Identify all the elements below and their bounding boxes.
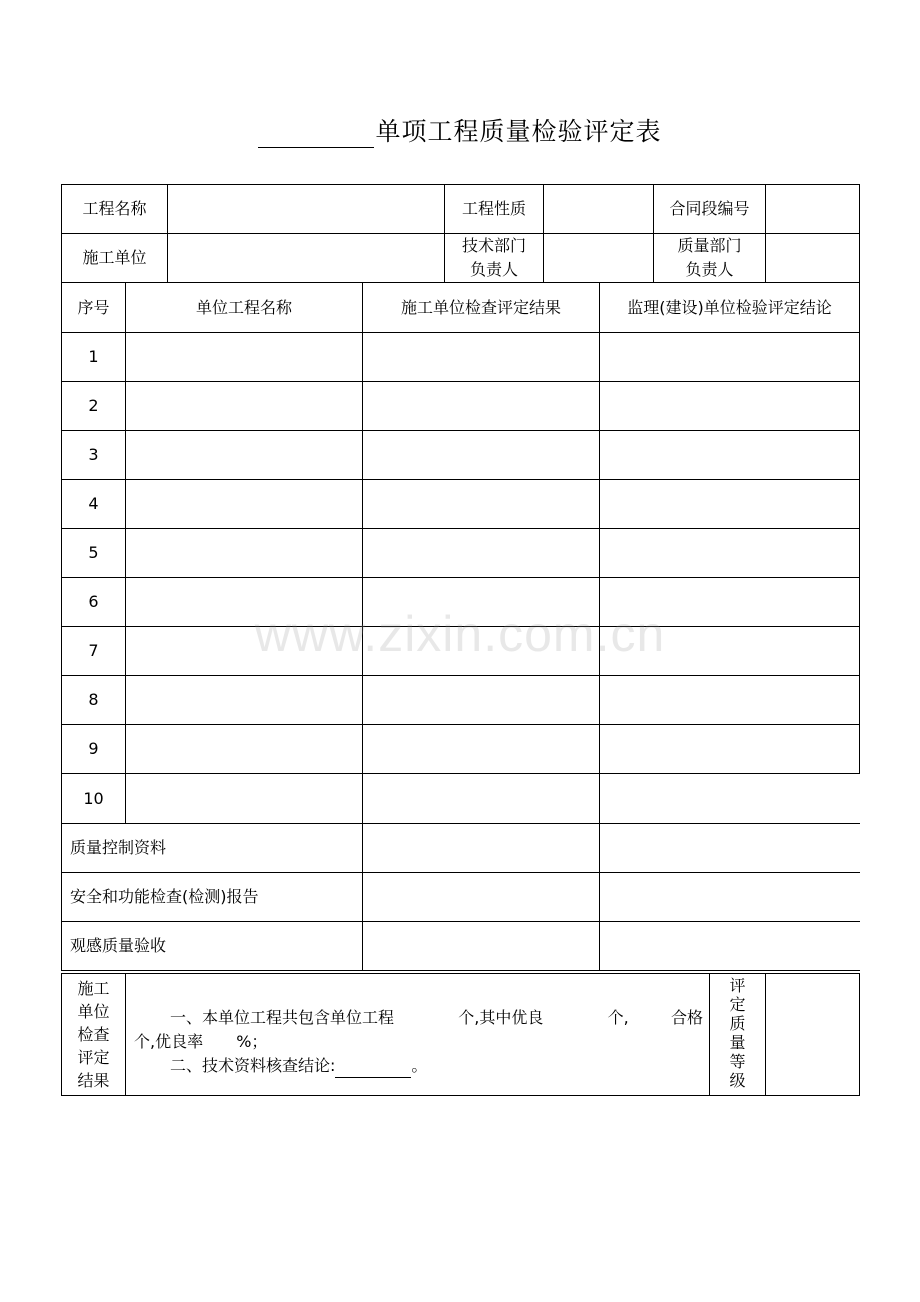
unit-name-cell[interactable] bbox=[126, 333, 363, 382]
row-number: 7 bbox=[62, 627, 126, 676]
tech-dept-label bbox=[445, 234, 544, 283]
unit-name-cell[interactable] bbox=[126, 725, 363, 774]
safety-report-supervisor-cell[interactable] bbox=[600, 873, 860, 922]
summary-line-1-d: 合格 bbox=[670, 1007, 703, 1027]
watermark: www.zixin.com.cn bbox=[254, 606, 666, 662]
unit-name-cell[interactable] bbox=[126, 676, 363, 725]
contractor-result-cell[interactable] bbox=[363, 382, 600, 431]
quality-dept-label-line1: 质量部门 bbox=[677, 236, 742, 255]
table-row bbox=[62, 431, 860, 480]
summary-line-1 bbox=[134, 1006, 703, 1030]
appearance-supervisor-cell[interactable] bbox=[600, 922, 860, 971]
safety-report-label: 安全和功能检查(检测)报告 bbox=[62, 873, 363, 922]
quality-dept-label bbox=[654, 234, 766, 283]
quality-control-supervisor-cell[interactable] bbox=[600, 824, 860, 873]
contract-no-label: 合同段编号 bbox=[654, 185, 766, 234]
supervisor-result-cell[interactable] bbox=[600, 627, 860, 676]
unit-name-cell[interactable] bbox=[126, 382, 363, 431]
contractor-result-cell[interactable] bbox=[363, 578, 600, 627]
project-nature-field[interactable] bbox=[544, 185, 654, 234]
contractor-result-cell[interactable] bbox=[363, 774, 600, 824]
col-header-contractor-result: 施工单位检查评定结果 bbox=[363, 283, 600, 333]
tech-dept-field[interactable] bbox=[544, 234, 654, 283]
supervisor-result-cell[interactable] bbox=[600, 529, 860, 578]
table-row bbox=[62, 774, 860, 824]
contractor-result-cell[interactable] bbox=[363, 480, 600, 529]
row-number: 4 bbox=[62, 480, 126, 529]
summary-line-1-b: 个,其中优良 bbox=[458, 1007, 544, 1027]
quality-control-label: 质量控制资料 bbox=[62, 824, 363, 873]
contractor-check-label bbox=[62, 974, 126, 1096]
unit-name-cell[interactable] bbox=[126, 480, 363, 529]
unit-name-cell[interactable] bbox=[126, 529, 363, 578]
footer-table bbox=[61, 973, 860, 1096]
unit-name-cell[interactable] bbox=[126, 431, 363, 480]
contractor-result-cell[interactable] bbox=[363, 676, 600, 725]
summary-line-1-a: 一、本单位工程共包含单位工程 bbox=[170, 1007, 395, 1027]
grade-label bbox=[710, 974, 766, 1096]
project-name-label: 工程名称 bbox=[62, 185, 168, 234]
unit-name-cell[interactable] bbox=[126, 774, 363, 824]
row-number: 1 bbox=[62, 333, 126, 382]
contractor-check-label-text: 施工单位检查评定结果 bbox=[77, 979, 110, 1090]
table-row bbox=[62, 333, 860, 382]
title-blank-line bbox=[258, 113, 374, 148]
quality-dept-field[interactable] bbox=[766, 234, 860, 283]
appearance-label: 观感质量验收 bbox=[62, 922, 363, 971]
row-number: 3 bbox=[62, 431, 126, 480]
quality-control-contractor-cell[interactable] bbox=[363, 824, 600, 873]
table-row bbox=[62, 578, 860, 627]
supervisor-result-cell[interactable] bbox=[600, 578, 860, 627]
page-title bbox=[0, 112, 920, 148]
col-header-seq: 序号 bbox=[62, 283, 126, 333]
summary-line-2-b: %； bbox=[236, 1031, 268, 1051]
table-row bbox=[62, 529, 860, 578]
contractor-label: 施工单位 bbox=[62, 234, 168, 283]
summary-line-1-c: 个, bbox=[607, 1007, 629, 1027]
supervisor-result-cell[interactable] bbox=[600, 725, 860, 774]
col-header-unit-name: 单位工程名称 bbox=[126, 283, 363, 333]
tech-conclusion-blank[interactable] bbox=[335, 1059, 411, 1078]
supervisor-result-cell[interactable] bbox=[600, 774, 860, 824]
row-number: 2 bbox=[62, 382, 126, 431]
tech-dept-label-line2: 负责人 bbox=[469, 260, 518, 279]
contractor-result-cell[interactable] bbox=[363, 333, 600, 382]
unit-name-cell[interactable] bbox=[126, 627, 363, 676]
row-number: 8 bbox=[62, 676, 126, 725]
supervisor-result-cell[interactable] bbox=[600, 676, 860, 725]
summary-line-3-b: 。 bbox=[411, 1055, 428, 1075]
project-name-field[interactable] bbox=[168, 185, 445, 234]
safety-report-row bbox=[62, 873, 860, 922]
tech-dept-label-line1: 技术部门 bbox=[461, 236, 526, 255]
row-number: 10 bbox=[62, 774, 126, 824]
contractor-result-cell[interactable] bbox=[363, 431, 600, 480]
row-number: 5 bbox=[62, 529, 126, 578]
table-row bbox=[62, 480, 860, 529]
appearance-contractor-cell[interactable] bbox=[363, 922, 600, 971]
quality-dept-label-line2: 负责人 bbox=[685, 260, 734, 279]
row-number: 6 bbox=[62, 578, 126, 627]
contractor-result-cell[interactable] bbox=[363, 627, 600, 676]
unit-name-cell[interactable] bbox=[126, 578, 363, 627]
row-number: 9 bbox=[62, 725, 126, 774]
contract-no-field[interactable] bbox=[766, 185, 860, 234]
summary-line-3 bbox=[134, 1054, 703, 1078]
supervisor-result-cell[interactable] bbox=[600, 333, 860, 382]
contractor-field[interactable] bbox=[168, 234, 445, 283]
summary-line-2 bbox=[134, 1030, 703, 1054]
safety-report-contractor-cell[interactable] bbox=[363, 873, 600, 922]
grade-field[interactable] bbox=[766, 974, 860, 1096]
contractor-result-cell[interactable] bbox=[363, 725, 600, 774]
col-header-supervisor-result: 监理(建设)单位检验评定结论 bbox=[600, 283, 860, 333]
summary-line-2-a: 个,优良率 bbox=[134, 1031, 204, 1051]
table-row bbox=[62, 627, 860, 676]
table-row bbox=[62, 382, 860, 431]
summary-line-3-a: 二、技术资料核查结论: bbox=[170, 1055, 336, 1075]
contractor-result-cell[interactable] bbox=[363, 529, 600, 578]
table-row bbox=[62, 725, 860, 774]
project-nature-label: 工程性质 bbox=[445, 185, 544, 234]
table-row bbox=[62, 676, 860, 725]
supervisor-result-cell[interactable] bbox=[600, 382, 860, 431]
appearance-row bbox=[62, 922, 860, 971]
grade-label-text: 评定质量等级 bbox=[729, 976, 746, 1090]
header-table bbox=[61, 184, 860, 283]
supervisor-result-cell[interactable] bbox=[600, 480, 860, 529]
title-text: 单项工程质量检验评定表 bbox=[375, 117, 662, 146]
quality-control-row bbox=[62, 824, 860, 873]
summary-text bbox=[126, 974, 710, 1096]
supervisor-result-cell[interactable] bbox=[600, 431, 860, 480]
unit-projects-table bbox=[61, 282, 860, 971]
